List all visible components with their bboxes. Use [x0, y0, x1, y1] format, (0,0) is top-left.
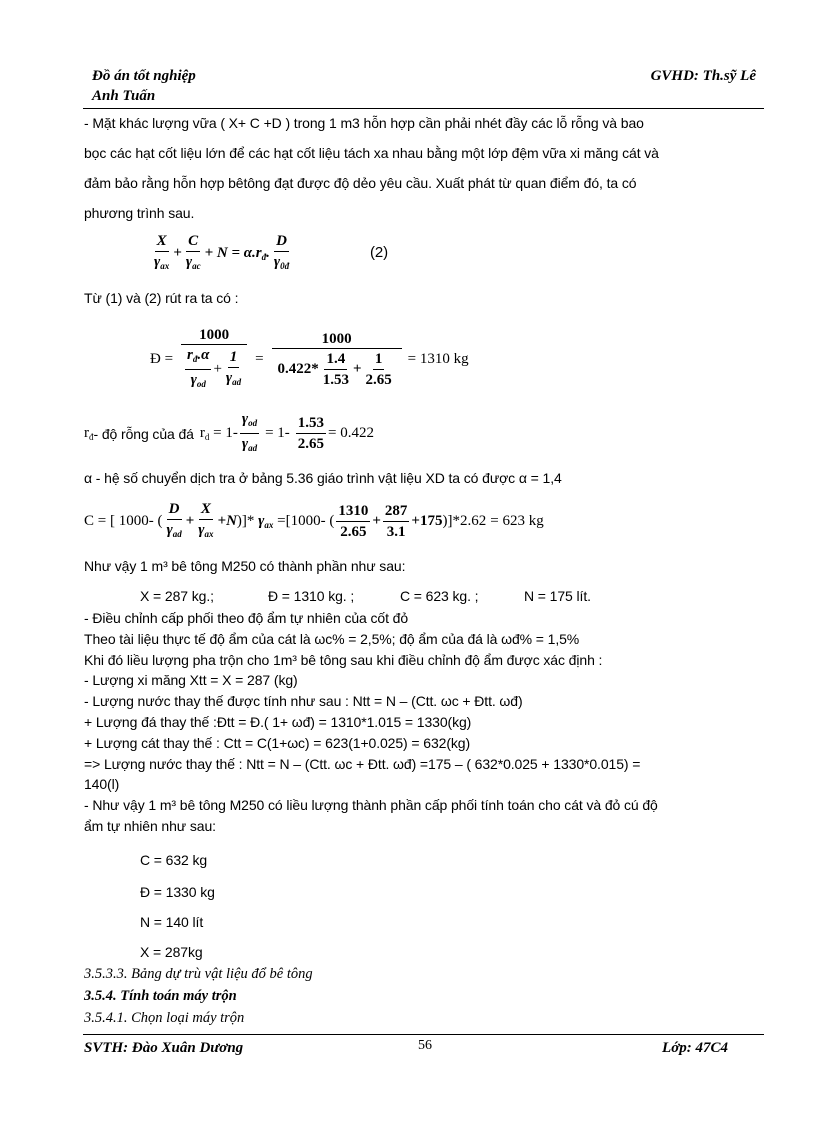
footer-rule [83, 1034, 764, 1035]
summary-c: C = 623 kg. ; [400, 588, 479, 604]
header-title: Đồ án tốt nghiệp [92, 68, 196, 84]
text-line: phương trình sau. [84, 205, 195, 221]
text-line: - Điều chỉnh cấp phối theo độ ẩm tự nhiên của cốt đỏ [84, 610, 409, 626]
section-3-5-3-3: 3.5.3.3. Bảng dự trù vật liệu đổ bê tông [84, 966, 313, 982]
summary-d: Đ = 1310 kg. ; [268, 588, 355, 604]
rd-description: - độ rỗng của đá [93, 425, 194, 442]
final-x: X = 287kg [140, 944, 203, 960]
rd-result: = 0.422 [328, 425, 375, 441]
paragraph-mortar [84, 108, 659, 228]
final-c: C = 632 kg [140, 852, 208, 868]
text-line: + Lượng cát thay thế : Ctt = C(1+ωc) = 623(1+0.025) = 632(kg) [84, 734, 471, 751]
text-line: => Lượng nước thay thế : Ntt = N – (Ctt. ωc + Đtt. ωđ) =175 – ( 632*0.025 + 1330*0.015) = [84, 755, 641, 772]
text-line: đảm bảo rằng hỗn hợp bêtông đạt được độ dẻo yêu cầu. Xuất phát từ quan điểm đó, ta có [84, 175, 637, 191]
footer-class: Lớp: 47C4 [662, 1040, 728, 1056]
header-advisor: GVHD: Th.sỹ Lê [650, 68, 756, 84]
d-result: = 1310 kg [407, 351, 469, 367]
text-line: Khi đó liều lượng pha trộn cho 1m³ bê tông sau khi điều chỉnh độ ẩm được xác định : [84, 651, 603, 668]
text-from-1-2: Từ (1) và (2) rút ra ta có : [84, 290, 239, 306]
text-line: Theo tài liệu thực tế độ ẩm của cát là ωc% = 2,5%; độ ẩm của đá là ωđ% = 1,5% [84, 630, 580, 647]
paragraph-adjustment [84, 608, 658, 837]
text-line: bọc các hạt cốt liệu lớn để các hạt cốt liệu tách xa nhau bằng một lớp đệm vữa xi măng cát và [84, 145, 659, 161]
header-author: Anh Tuấn [92, 88, 156, 104]
equation-d: Đ = 1000 $\frac{r_đ.\alpha}{\gamma_{od}}$ + $\frac{1}{\gamma_{ad}}$ = 1000 0.422* $\frac{1.4}{1.53}$ + $\frac{1}{2.65}$ = 1310 kg [150, 327, 469, 389]
text-line: + Lượng đá thay thế :Đtt = Đ.( 1+ ωđ) = 1310*1.015 = 1330(kg) [84, 713, 472, 730]
summary-n: N = 175 lít. [524, 588, 591, 604]
equation-c: C = [ 1000- ( $\frac{D}{\gamma_{ad}}$ + $\frac{X}{\gamma_{ax}}$ +N )]* $\gamma_{ax} =[1000-$ ( $\frac{1310}{2.65}$ + $\frac{287}{3.1}$ +175 )]*2.62 = 623 kg [84, 501, 544, 540]
final-d: Đ = 1330 kg [140, 884, 215, 900]
c-result: = 623 kg [490, 513, 544, 529]
text-alpha: α - hệ số chuyển dịch tra ở bảng 5.36 giáo trình vật liệu XD ta có được α = 1,4 [84, 470, 562, 486]
equation-2-label: (2) [370, 244, 389, 261]
text-summary-intro: Như vậy 1 m³ bê tông M250 có thành phần như sau: [84, 558, 406, 574]
final-n: N = 140 lít [140, 914, 204, 930]
text-line: 140(l) [84, 776, 120, 793]
text-line: - Như vậy 1 m³ bê tông M250 có liều lượng thành phần cấp phối tính toán cho cát và đỏ cú độ [84, 797, 658, 814]
equation-2: $\frac{X}{\gamma_{ax}}$ + $\frac{C}{\gamma_{ac}}$ + $N = \alpha.r_đ$. $\frac{D}{\gamma_{0đ}}$ [154, 233, 290, 271]
text-line: ẩm tự nhiên như sau: [84, 817, 216, 834]
page-number: 56 [418, 1038, 432, 1053]
section-3-5-4: 3.5.4. Tính toán máy trộn [84, 988, 237, 1004]
footer-student: SVTH: Đào Xuân Dương [84, 1040, 244, 1056]
text-line: - Lượng xi măng Xtt = X = 287 (kg) [84, 672, 298, 689]
summary-x: X = 287 kg.; [140, 588, 214, 604]
text-line: - Mặt khác lượng vữa ( X+ C +D ) trong 1 m3 hỗn hợp cần phải nhét đầy các lỗ rỗng và bao [84, 115, 644, 131]
section-3-5-4-1: 3.5.4.1. Chọn loại máy trộn [84, 1010, 245, 1026]
text-line: - Lượng nước thay thế được tính như sau : Ntt = N – (Ctt. ωc + Đtt. ωđ) [84, 693, 523, 710]
equation-rd: $r_đ$ - độ rỗng của đá $r_d = 1-$ $\frac{\gamma_{od}}{\gamma_{ad}}$ = 1- $\frac{1.53}{2.65}$ = 0.422 [84, 411, 375, 453]
